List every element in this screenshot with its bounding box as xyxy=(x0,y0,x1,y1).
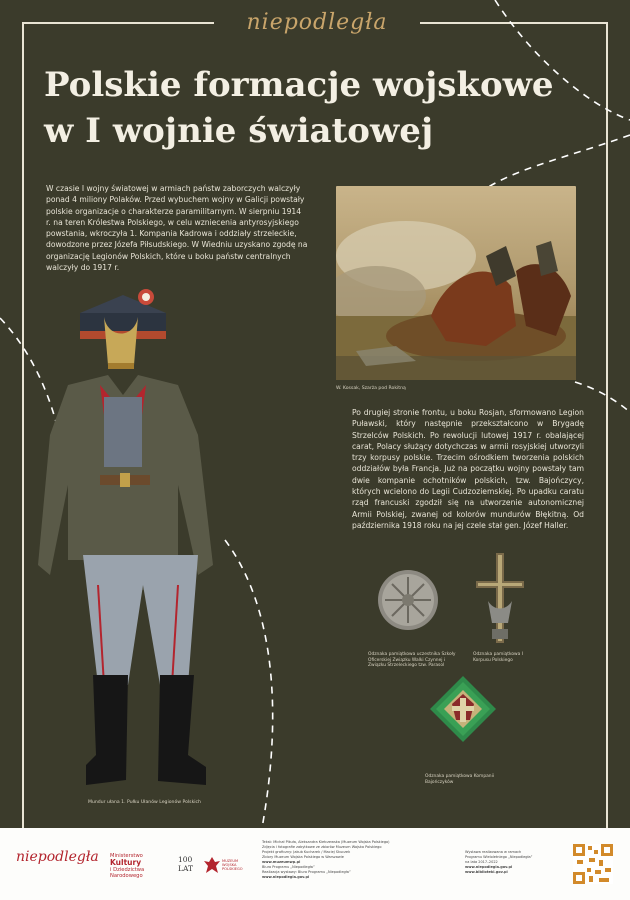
credit-line: Tekst: Michał Pikuła, Aleksandra Kiełczewska (Muzeum Wojska Polskiego) xyxy=(262,840,390,844)
second-paragraph: Po drugiej stronie frontu, u boku Rosjan, sformowano Legion Puławski, który następnie przekształcono w Brygadę Strzelców Polskich. Po rewolucji lutowej 1917 r. obalającej carat, Polacy służący dotychczas w armii rosyjskiej utworzyli trzy korpusy polskie. Trzecim ośrodkiem tworzenia polskich oddziałów była Francja. Już na początku wojny powstały tam dwie kompanie ochotników polskich, tzw. Bajończycy, których wcielono do Legii Cudzoziemskiej. Po upadku caratu rząd francuski zgodził się na utworzenie autonomicznej Armii Polskiej, zwanej od kolorów mundurów Błękitną. Od października 1918 roku na jej czele stał gen. Józef Haller. xyxy=(352,408,584,530)
qr-code-icon[interactable] xyxy=(573,844,613,884)
ministry-prefix: Ministerstwo xyxy=(110,853,143,859)
ministry-logo xyxy=(110,853,170,880)
title-line-2: w I wojnie światowej xyxy=(44,111,434,151)
painting-image xyxy=(336,186,576,380)
cross-badge-image xyxy=(474,553,526,645)
ministry-name: Kultury xyxy=(110,858,142,868)
intro-paragraph: W czasie I wojny światowej w armiach państw zaborczych walczyły ponad 4 miliony Polaków. Przed wybuchem wojny w Galicji powstały polskie organizacje o charakterze paramilitarnym. W sierpniu 1914 r. na teren Królestwa Polskiego, w celu wzniecenia antyrosyjskiego powstania, wkroczyła 1. Kompania Kadrowa i oddziały strzeleckie, dowodzone przez Józefa Piłsudskiego. W Wiedniu uzyskano zgodę na organizację Legionów Polskich, które u boku państw centralnych walczyły do 1917 r. xyxy=(46,184,308,273)
title-line-1: Polskie formacje wojskowe xyxy=(44,65,554,105)
uniform-caption: Mundur ułana 1. Pułku Ułanów Legionów Polskich xyxy=(88,800,201,805)
credit-line: Realizacja wystawy: Biuro Programu „Niepodległa” xyxy=(262,870,351,874)
credit-line: Projekt graficzny: Jakub Kucharek / Maciej Skuczek xyxy=(262,850,351,854)
footer-brand-logo: niepodległa xyxy=(16,849,99,865)
brand-logo-top: niepodległa xyxy=(246,10,388,35)
credit-line: Programu Wieloletniego „Niepodległa” xyxy=(465,855,533,859)
credits-right-block xyxy=(465,850,565,875)
credit-line: Wystawa realizowana w ramach xyxy=(465,850,522,854)
uniform-image xyxy=(38,285,238,795)
credit-line: Zbiory Muzeum Wojska Polskiego w Warszawie xyxy=(262,855,344,859)
round-badge-caption: Odznaka pamiątkowa uczestnika Szkoły Oficerskiej Związku Walki Czynnej i Związku Strzeleckiego tzw. Parasol xyxy=(368,652,456,669)
credit-line: Zdjęcia i fotografie zabytkowe ze zbiorów Muzeum Wojska Polskiego xyxy=(262,845,382,849)
anniversary-word: LAT xyxy=(178,864,193,873)
round-badge-image xyxy=(377,569,439,631)
credit-link[interactable]: www.niepodlegla.gov.pl xyxy=(262,875,310,879)
anniversary-logo xyxy=(178,855,193,873)
painting-caption: W. Kossak, Szarża pod Rokitną xyxy=(336,386,406,391)
anniversary-number: 100 xyxy=(178,855,193,864)
credit-line: Biuro Programu „Niepodległa” xyxy=(262,865,315,869)
footer xyxy=(0,828,630,900)
museum-name: MUZEUM WOJSKA POLSKIEGO xyxy=(222,859,243,872)
ministry-suffix: i Dziedzictwa Narodowego xyxy=(110,867,145,880)
credits-block xyxy=(262,840,440,880)
diamond-badge-caption: Odznaka pamiątkowa Kompanii Bajończyków xyxy=(425,774,495,785)
credit-link[interactable]: www.biblioteki.gov.pl xyxy=(465,870,508,874)
museum-eagle-icon xyxy=(203,856,221,874)
page-title xyxy=(44,62,604,154)
cross-badge-caption: Odznaka pamiątkowa I Korpusu Polskiego xyxy=(473,652,524,663)
credit-link[interactable]: www.niepodlegla.gov.pl xyxy=(465,865,513,869)
credit-line: na lata 2017–2022 xyxy=(465,860,498,864)
credit-link[interactable]: www.muzeumwp.pl xyxy=(262,860,301,864)
diamond-badge-image xyxy=(430,676,496,742)
